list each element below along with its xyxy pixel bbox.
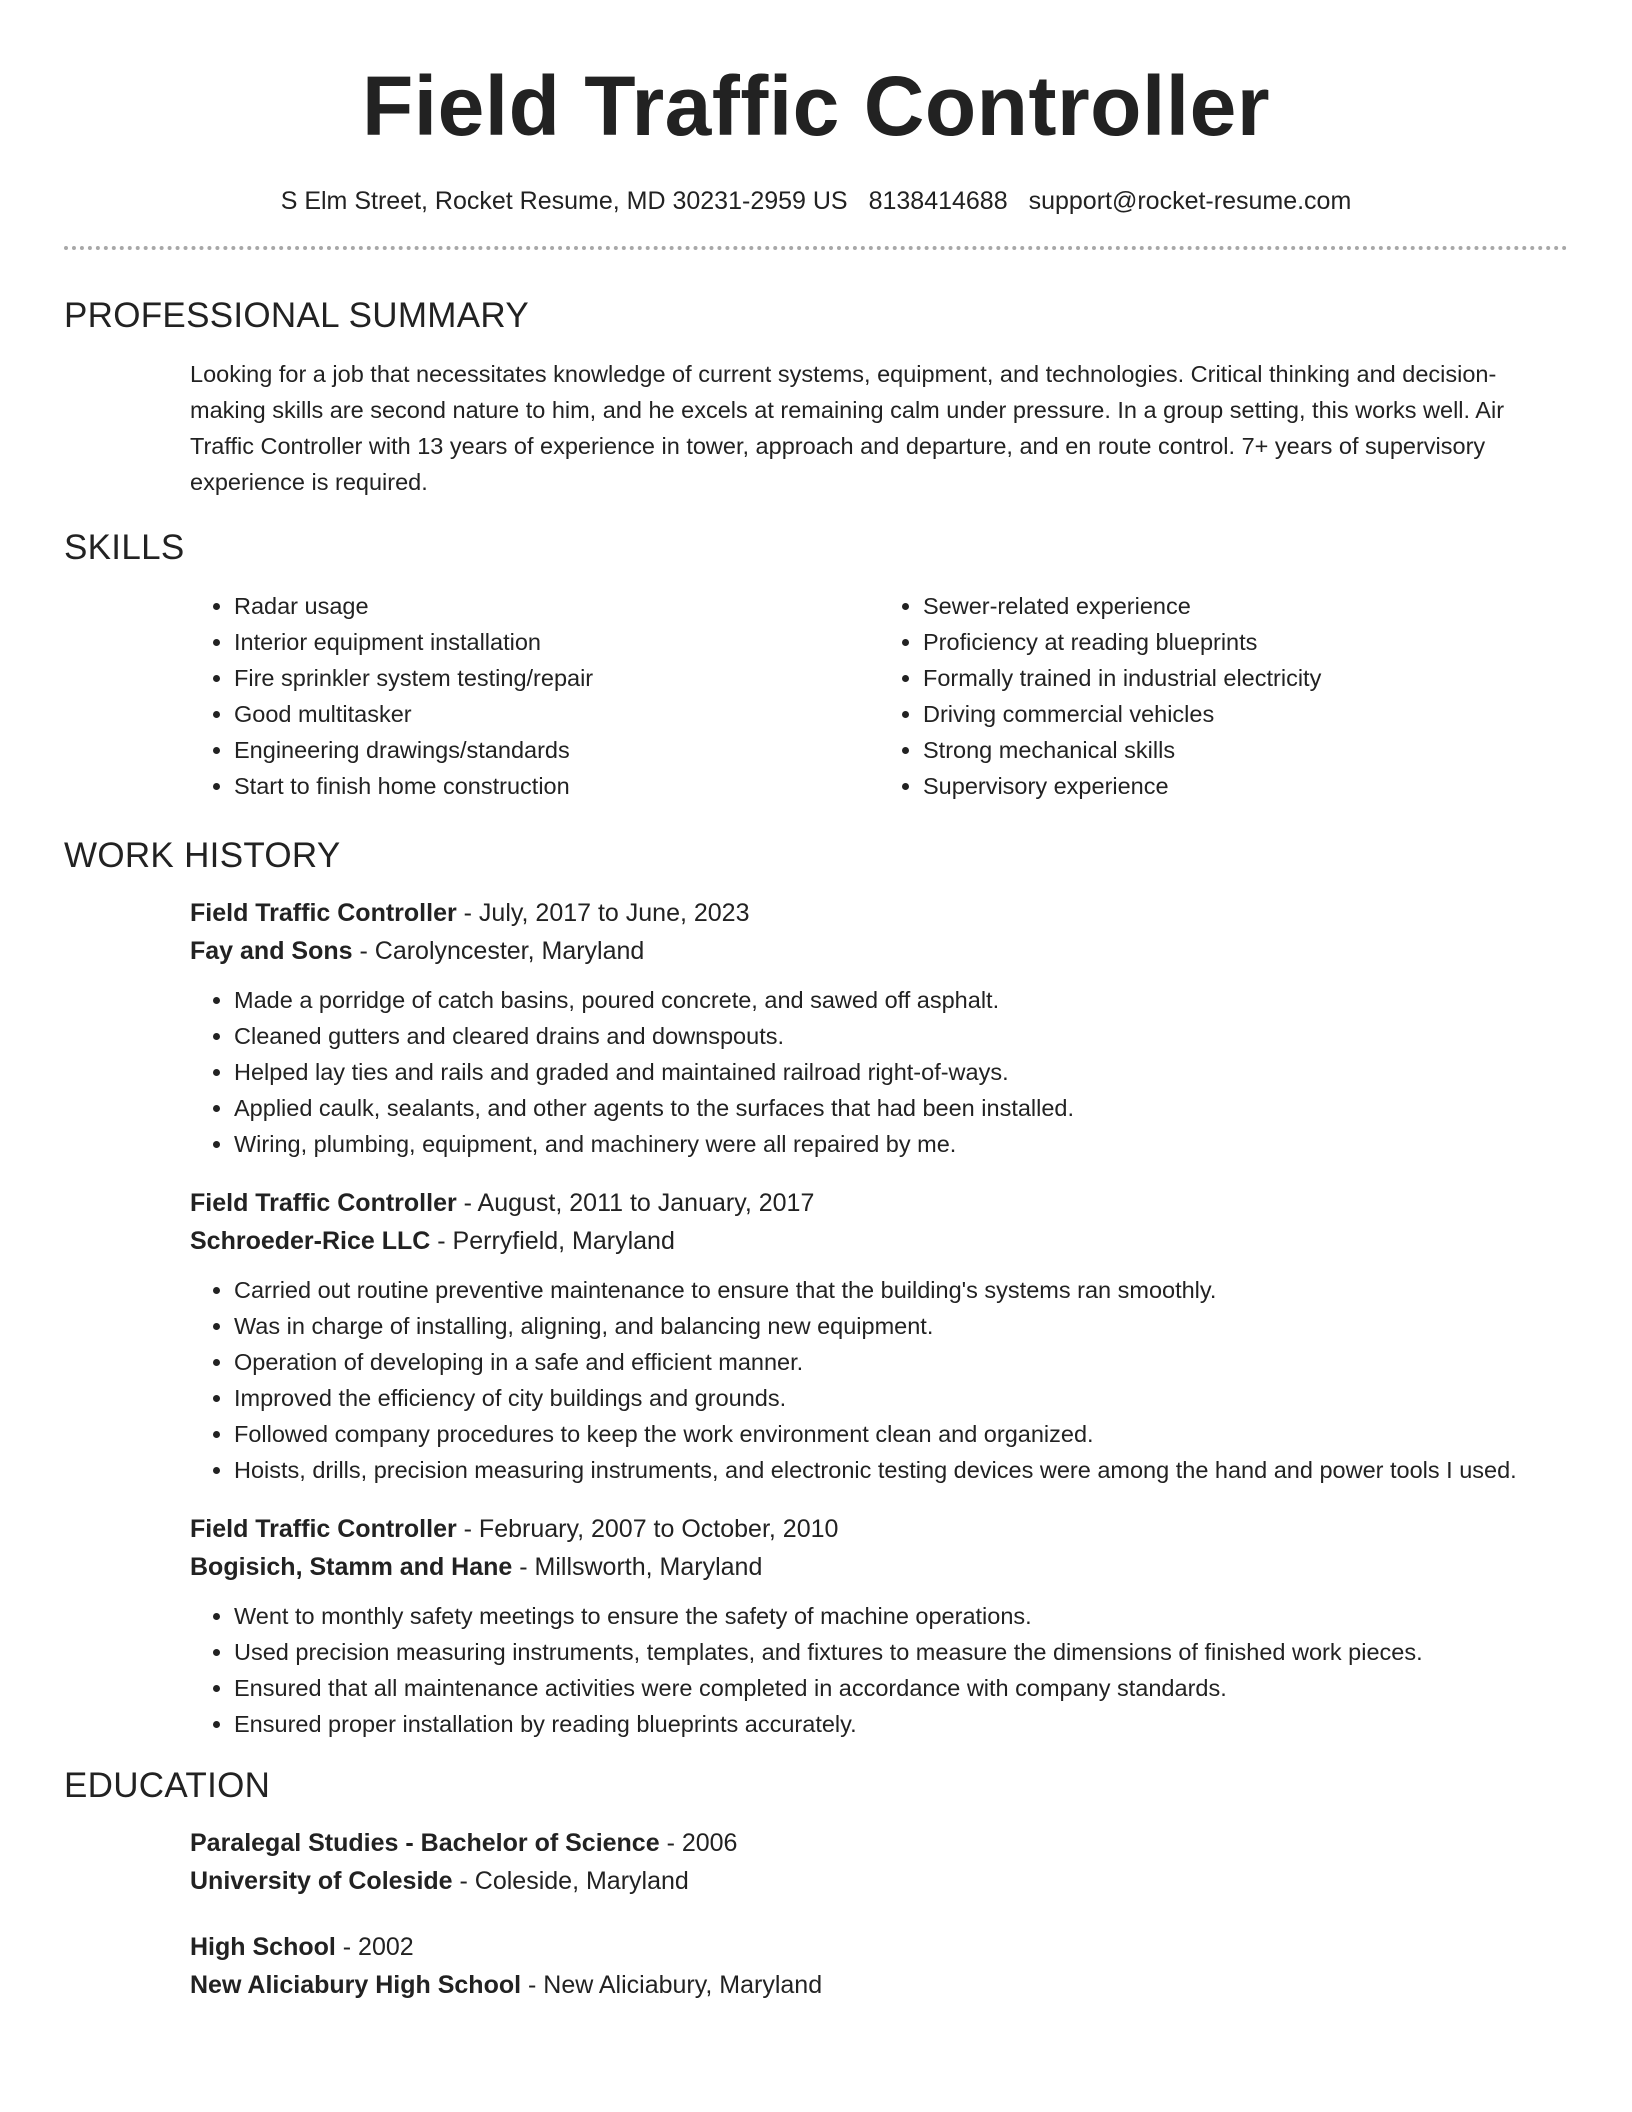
skill-item: • Sewer-related experience — [923, 588, 1568, 624]
education-degree: Paralegal Studies - Bachelor of Science — [190, 1829, 660, 1857]
job-bullet: • Carried out routine preventive maintenance to ensure that the building's systems ran smoothly. — [234, 1272, 1568, 1308]
education-school: University of Coleside — [190, 1867, 453, 1895]
skill-item: • Radar usage — [234, 588, 879, 624]
job-company-line — [190, 1222, 1568, 1260]
summary-title: PROFESSIONAL SUMMARY — [64, 296, 529, 335]
education-year: - 2006 — [659, 1829, 738, 1857]
skill-item: • Proficiency at reading blueprints — [923, 624, 1568, 660]
education-location: - New Aliciabury, Maryland — [521, 1971, 823, 1999]
skills-list-right — [879, 588, 1568, 804]
work-history-section — [64, 894, 1568, 1742]
education-school-line — [190, 1966, 1568, 2004]
skill-item: • Driving commercial vehicles — [923, 696, 1568, 732]
contact-email: support@rocket-resume.com — [1028, 187, 1352, 215]
header-divider — [64, 246, 1568, 250]
skills-title: SKILLS — [64, 528, 185, 567]
job-bullet: • Helped lay ties and rails and graded and maintained railroad right-of-ways. — [234, 1054, 1568, 1090]
job-bullet: • Followed company procedures to keep the work environment clean and organized. — [234, 1416, 1568, 1452]
education-entry — [190, 1824, 1568, 1900]
job-bullet: • Operation of developing in a safe and efficient manner. — [234, 1344, 1568, 1380]
skills-section — [64, 588, 1568, 804]
summary-text: Looking for a job that necessitates knowledge of current systems, equipment, and technologies. Critical thinking and decision-making skills are second nature to him, and he excels at remaining calm under pressure. In a group setting, this works well. Air Traffic Controller with 13 years of experience in tower, approach and departure, and en route control. 7+ years of supervisory experience is required. — [190, 361, 1505, 495]
skill-item: • Start to finish home construction — [234, 768, 879, 804]
job-location: - Perryfield, Maryland — [430, 1227, 675, 1255]
job-bullet: • Made a porridge of catch basins, poured concrete, and sawed off asphalt. — [234, 982, 1568, 1018]
job-company-line — [190, 1548, 1568, 1586]
education-school-line — [190, 1862, 1568, 1900]
job-company: Bogisich, Stamm and Hane — [190, 1553, 513, 1581]
job-bullets — [190, 1598, 1568, 1742]
job-bullet: • Ensured proper installation by reading blueprints accurately. — [234, 1706, 1568, 1742]
job-role: Field Traffic Controller — [190, 899, 457, 927]
job-location: - Millsworth, Maryland — [512, 1553, 763, 1581]
skill-item: • Strong mechanical skills — [923, 732, 1568, 768]
summary-section — [64, 356, 1568, 500]
education-entry — [190, 1928, 1568, 2004]
job-title-line — [190, 894, 1568, 932]
job-entry — [190, 1184, 1568, 1488]
job-company: Fay and Sons — [190, 937, 353, 965]
job-location: - Carolyncester, Maryland — [352, 937, 645, 965]
skill-item: • Engineering drawings/standards — [234, 732, 879, 768]
job-entry — [190, 894, 1568, 1162]
job-bullet: • Wiring, plumbing, equipment, and machinery were all repaired by me. — [234, 1126, 1568, 1162]
education-degree-line — [190, 1928, 1568, 1966]
skill-item: • Supervisory experience — [923, 768, 1568, 804]
job-bullet: • Was in charge of installing, aligning, and balancing new equipment. — [234, 1308, 1568, 1344]
contact-address: S Elm Street, Rocket Resume, MD 30231-2959 US — [280, 187, 848, 215]
job-bullet: • Ensured that all maintenance activities were completed in accordance with company standards. — [234, 1670, 1568, 1706]
job-company-line — [190, 932, 1568, 970]
skill-item: • Formally trained in industrial electricity — [923, 660, 1568, 696]
job-bullet: • Cleaned gutters and cleared drains and downspouts. — [234, 1018, 1568, 1054]
job-bullet: • Went to monthly safety meetings to ensure the safety of machine operations. — [234, 1598, 1568, 1634]
job-bullet: • Applied caulk, sealants, and other agents to the surfaces that had been installed. — [234, 1090, 1568, 1126]
skill-item: • Interior equipment installation — [234, 624, 879, 660]
job-role: Field Traffic Controller — [190, 1189, 457, 1217]
job-title-line — [190, 1184, 1568, 1222]
job-bullet: • Improved the efficiency of city buildings and grounds. — [234, 1380, 1568, 1416]
contact-line — [64, 184, 1568, 218]
job-company: Schroeder-Rice LLC — [190, 1227, 431, 1255]
skill-item: • Fire sprinkler system testing/repair — [234, 660, 879, 696]
education-location: - Coleside, Maryland — [452, 1867, 689, 1895]
education-degree-line — [190, 1824, 1568, 1862]
job-bullet: • Hoists, drills, precision measuring instruments, and electronic testing devices were among the hand and power tools I used. — [234, 1452, 1568, 1488]
job-dates: - July, 2017 to June, 2023 — [456, 899, 750, 927]
job-title-line — [190, 1510, 1568, 1548]
job-bullets — [190, 1272, 1568, 1488]
job-entry — [190, 1510, 1568, 1742]
skills-list-left — [190, 588, 879, 804]
job-bullet: • Used precision measuring instruments, templates, and fixtures to measure the dimensions of finished work pieces. — [234, 1634, 1568, 1670]
contact-phone: 8138414688 — [868, 187, 1008, 215]
work-history-title: WORK HISTORY — [64, 836, 341, 875]
education-degree: High School — [190, 1933, 336, 1961]
education-section — [64, 1824, 1568, 2004]
job-role: Field Traffic Controller — [190, 1515, 457, 1543]
education-title: EDUCATION — [64, 1766, 271, 1805]
job-dates: - February, 2007 to October, 2010 — [456, 1515, 839, 1543]
resume-name: Field Traffic Controller — [361, 59, 1271, 153]
skill-item: • Good multitasker — [234, 696, 879, 732]
education-school: New Aliciabury High School — [190, 1971, 522, 1999]
job-bullets — [190, 982, 1568, 1162]
education-year: - 2002 — [335, 1933, 414, 1961]
job-dates: - August, 2011 to January, 2017 — [456, 1189, 815, 1217]
